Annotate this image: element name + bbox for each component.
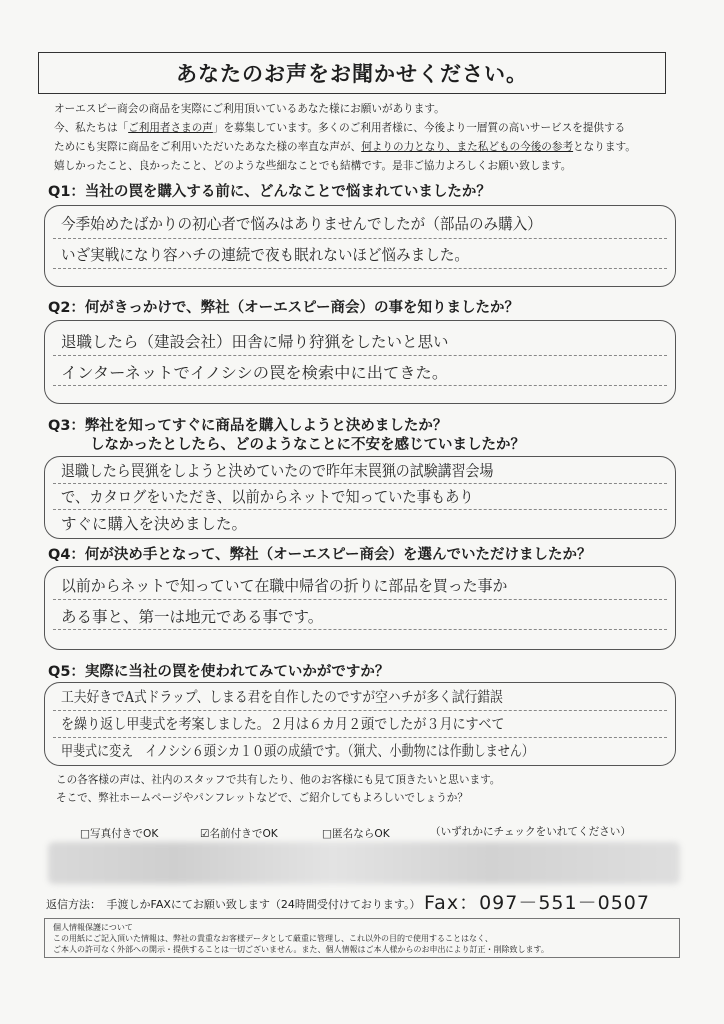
privacy-line-1: この用紙にご記入頂いた情報は、弊社の貴重なお客様データとして厳重に管理し、これ以外の目的で使用することはなく、 — [53, 934, 493, 943]
checkbox-note: （いずれかにチェックをいれてください） — [430, 826, 631, 838]
intro-text — [54, 100, 694, 176]
question-5: Q5：実際に当社の罠を使われてみていかがですか？ — [48, 664, 390, 680]
answer-box-1[interactable] — [44, 205, 676, 287]
answer-box-5[interactable] — [44, 682, 676, 766]
answer-5-line-1: 工夫好きでA式ドラップ、しまる君を自作したのですが空ハチが多く試行錯誤 — [61, 690, 503, 706]
question-1: Q1：当社の罠を購入する前に、どんなことで悩まれていましたか？ — [48, 184, 491, 200]
fax-number: Fax：097－551－0507 — [424, 892, 650, 914]
answer-box-2[interactable] — [44, 320, 676, 404]
answer-5-line-3: 甲斐式に変え イノシシ６頭シカ１０頭の成績です。（猟犬、小動物には作動しません） — [61, 744, 534, 760]
intro-line-4: 嬉しかったこと、良かったこと、どのような些細なことでも結構です。是非ご協力よろしくお願い致します。 — [54, 160, 572, 172]
answer-1-line-2: いざ実戦になり容ハチの連続で夜も眠れないほど悩みました。 — [61, 246, 469, 264]
photo-ok-checkbox[interactable]: □写真付きでOK — [80, 828, 159, 840]
redacted-signature-area — [48, 842, 680, 884]
answer-2-line-2: インターネットでイノシシの罠を検索中に出てきた。 — [61, 364, 449, 382]
answer-3-line-2: で、カタログをいただき、以前からネットで知っていた事もあり — [61, 488, 474, 506]
answer-4-line-1: 以前からネットで知っていて在職中帰省の折りに部品を買った事か — [61, 577, 508, 595]
closing-line-2: そこで、弊社ホームページやパンフレットなどで、ご紹介してもよろしいでしょうか？ — [56, 792, 468, 804]
answer-4-line-2: ある事と、第一は地元である事です。 — [61, 608, 324, 626]
intro-line-2: 今、私たちは「ご利用者さまの声」を募集しています。多くのご利用者様に、今後より一層質の高いサービスを提供する — [54, 122, 626, 134]
question-3: Q3：弊社を知ってすぐに商品を購入しようと決めましたか？ — [48, 418, 448, 434]
privacy-heading: 個人情報保護について — [53, 923, 133, 932]
name-ok-checkbox[interactable]: ☑名前付きでOK — [200, 828, 278, 840]
intro-line-1: オーエスピー商会の商品を実際にご利用頂いているあなた様にお願いがあります。 — [54, 103, 445, 115]
intro-line-3: ためにも実際に商品をご利用いただいたあなた様の率直な声が、何よりの力となり、また私どもの今後の参考となります。 — [54, 141, 636, 153]
answer-box-3[interactable] — [44, 456, 676, 539]
answer-box-4[interactable] — [44, 566, 676, 650]
question-4: Q4：何が決め手となって、弊社（オーエスピー商会）を選んでいただけましたか？ — [48, 547, 592, 563]
question-2: Q2：何がきっかけで、弊社（オーエスピー商会）の事を知りましたか？ — [48, 300, 520, 316]
answer-3-line-3: すぐに購入を決めました。 — [61, 515, 248, 533]
answer-1-line-1: 今季始めたばかりの初心者で悩みはありませんでしたが（部品のみ購入） — [61, 215, 542, 233]
answer-2-line-1: 退職したら（建設会社）田舎に帰り狩猟をしたいと思い — [61, 333, 449, 351]
answer-3-line-1: 退職したら罠猟をしようと決めていたので昨年末罠猟の試験講習会場 — [61, 462, 494, 480]
page-title: あなたのお声をお聞かせください。 — [38, 52, 666, 94]
privacy-notice — [44, 918, 680, 958]
reply-method: 返信方法： 手渡しかFAXにてお願い致します（24時間受付けております。） — [46, 898, 421, 911]
privacy-line-2: ご本人の許可なく外部への開示・提供することは一切ございません。また、個人情報はご本人様からのお申出により訂正・削除致します。 — [53, 945, 549, 954]
answer-5-line-2: を繰り返し甲斐式を考案しました。２月は６カ月２頭でしたが３月にすべて — [61, 717, 505, 733]
closing-line-1: この各客様の声は、社内のスタッフで共有したり、他のお客様にも見て頂きたいと思います。 — [56, 774, 501, 786]
anonymous-ok-checkbox[interactable]: □匿名ならOK — [322, 828, 390, 840]
question-3-sub: しなかったとしたら、どのようなことに不安を感じていましたか？ — [90, 437, 525, 453]
